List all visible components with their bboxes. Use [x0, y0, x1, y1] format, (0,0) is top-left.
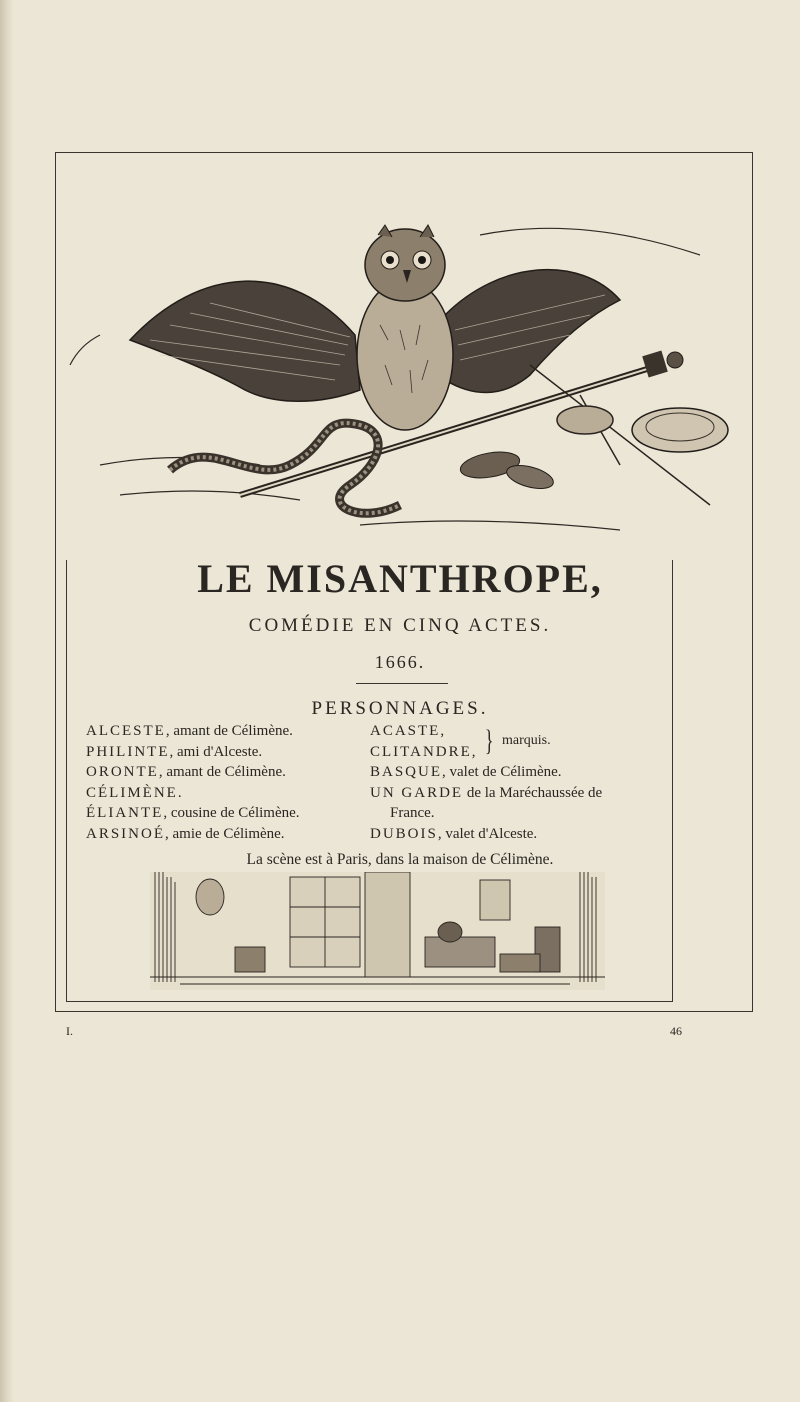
play-title: LE MISANTHROPE, [197, 556, 603, 601]
cast-entry-continuation: France. [390, 805, 435, 821]
owl-body [357, 280, 453, 430]
scene-note: La scène est à Paris, dans la maison de Célimène. [246, 851, 554, 868]
cast-entry: ACASTE, [370, 723, 447, 739]
cast-entry: CLITANDRE, [370, 743, 478, 760]
cast-entry: CÉLIMÈNE. [86, 784, 182, 801]
owl-right-wing [445, 270, 620, 393]
cast-entry: PHILINTE, ami d'Alceste. [86, 743, 263, 760]
cast-entry: DUBOIS, valet d'Alceste. [370, 825, 538, 842]
salon-interior-illustration [150, 872, 605, 990]
cast-list-left [86, 721, 346, 844]
page-number: 46 [670, 1024, 682, 1038]
cast-heading: PERSONNAGES. [311, 698, 489, 719]
play-subtitle: COMÉDIE EN CINQ ACTES. [248, 615, 552, 636]
marquis-group [370, 721, 700, 762]
cast-entry: BASQUE, valet de Célimène. [370, 764, 562, 780]
mirror [480, 880, 510, 920]
signature-mark: I. [66, 1024, 73, 1038]
cast-entry: ALCESTE, amant de Célimène. [86, 723, 293, 739]
serpent [170, 423, 400, 513]
table [425, 937, 495, 967]
marquis-label: marquis. [502, 733, 551, 748]
cast-entry: UN GARDE de la Maréchaussée de [370, 784, 603, 801]
owl-left-wing [130, 281, 360, 401]
play-year: 1666. [374, 652, 426, 672]
cast-entry: ÉLIANTE, cousine de Célimène. [86, 805, 300, 821]
brace-mark: } [484, 724, 494, 757]
divider-rule [356, 683, 448, 684]
cast-list-right [370, 721, 700, 844]
owl-vignette-illustration [60, 165, 750, 545]
cast-entry: ARSINOÉ, amie de Célimène. [86, 825, 285, 842]
owl-head [365, 229, 445, 301]
cast-entry: ORONTE, amant de Célimène. [86, 764, 286, 780]
